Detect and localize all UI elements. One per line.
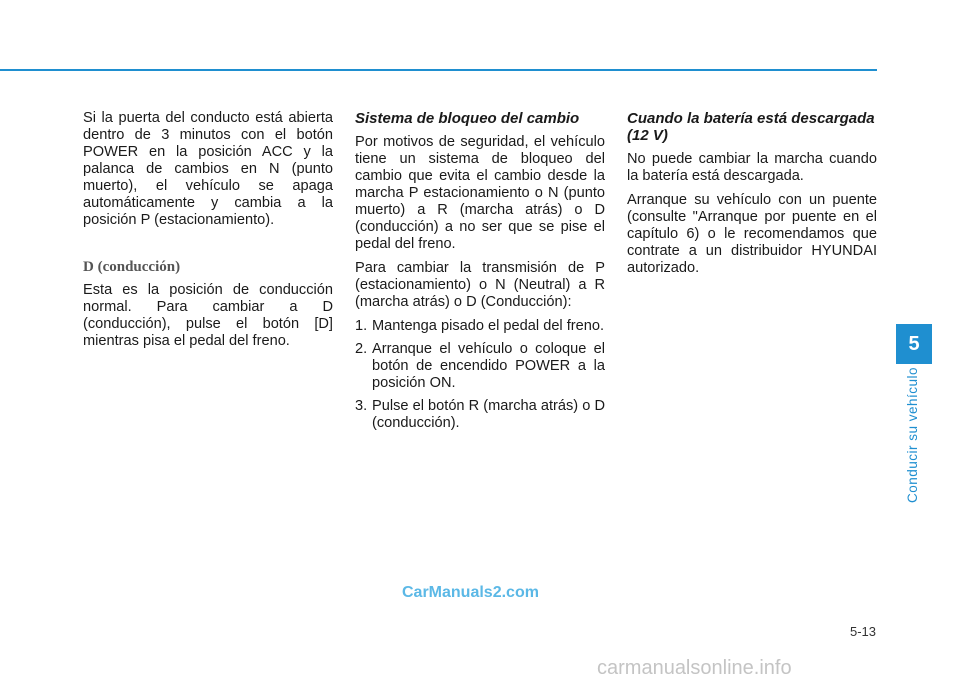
column-3	[627, 110, 877, 284]
list-item	[355, 318, 605, 335]
section-heading-bateria-descargada: Cuando la batería está descargada (12 V)	[627, 110, 875, 144]
section-heading-d-conduccion: D (conducción)	[83, 259, 181, 275]
watermark-carmanuals2[interactable]: CarManuals2.com	[402, 584, 539, 601]
column-1-paragraph-1: Si la puerta del conducto está abierta dentro de 3 minutos con el botón POWER en la posición ACC y la palanca de cambios en N (punto muerto), el vehículo se apaga automáticamente y cambia a la posición P (estacionamiento).	[83, 110, 333, 228]
chapter-number-tab: 5	[896, 324, 932, 364]
section-heading-bloqueo-cambio: Sistema de bloqueo del cambio	[355, 110, 580, 127]
step-text: Mantenga pisado el pedal del freno.	[372, 318, 605, 334]
list-item	[355, 341, 605, 392]
chapter-title-vertical: Conducir su vehículo	[905, 366, 920, 503]
column-2	[355, 110, 605, 438]
column-2-paragraph-1: Por motivos de seguridad, el vehículo tiene un sistema de bloqueo del cambio que evita el cambio desde la marcha P estacionamiento o N (punto muerto) a R (marcha atrás) o D (conducción) a no ser que se pise el pedal del freno.	[355, 134, 605, 252]
step-text: Arranque el vehículo o coloque el botón de encendido POWER a la posición ON.	[372, 341, 605, 391]
step-number: 1.	[355, 318, 368, 334]
column-3-paragraph-2: Arranque su vehículo con un puente (consulte "Arranque por puente en el capítulo 6) o le recomendamos que contrate a un distribuidor HYUNDAI autorizado.	[627, 192, 877, 276]
step-text: Pulse el botón R (marcha atrás) o D (conducción).	[372, 398, 605, 431]
steps-list	[355, 318, 605, 432]
step-number: 2.	[355, 341, 368, 357]
page-number: 5-13	[849, 624, 876, 639]
column-1	[83, 110, 333, 357]
column-1-paragraph-2: Esta es la posición de conducción normal. Para cambiar a D (conducción), pulse el botón [D] mientras pisa el pedal del freno.	[83, 282, 333, 349]
header-rule	[0, 69, 877, 71]
step-number: 3.	[355, 398, 368, 414]
watermark-carmanualsonline[interactable]: carmanualsonline.info	[597, 657, 792, 679]
column-2-paragraph-2: Para cambiar la transmisión de P (estacionamiento) o N (Neutral) a R (marcha atrás) o D (Conducción):	[355, 260, 605, 310]
list-item	[355, 398, 605, 432]
column-3-paragraph-1: No puede cambiar la marcha cuando la batería está descargada.	[627, 151, 877, 184]
